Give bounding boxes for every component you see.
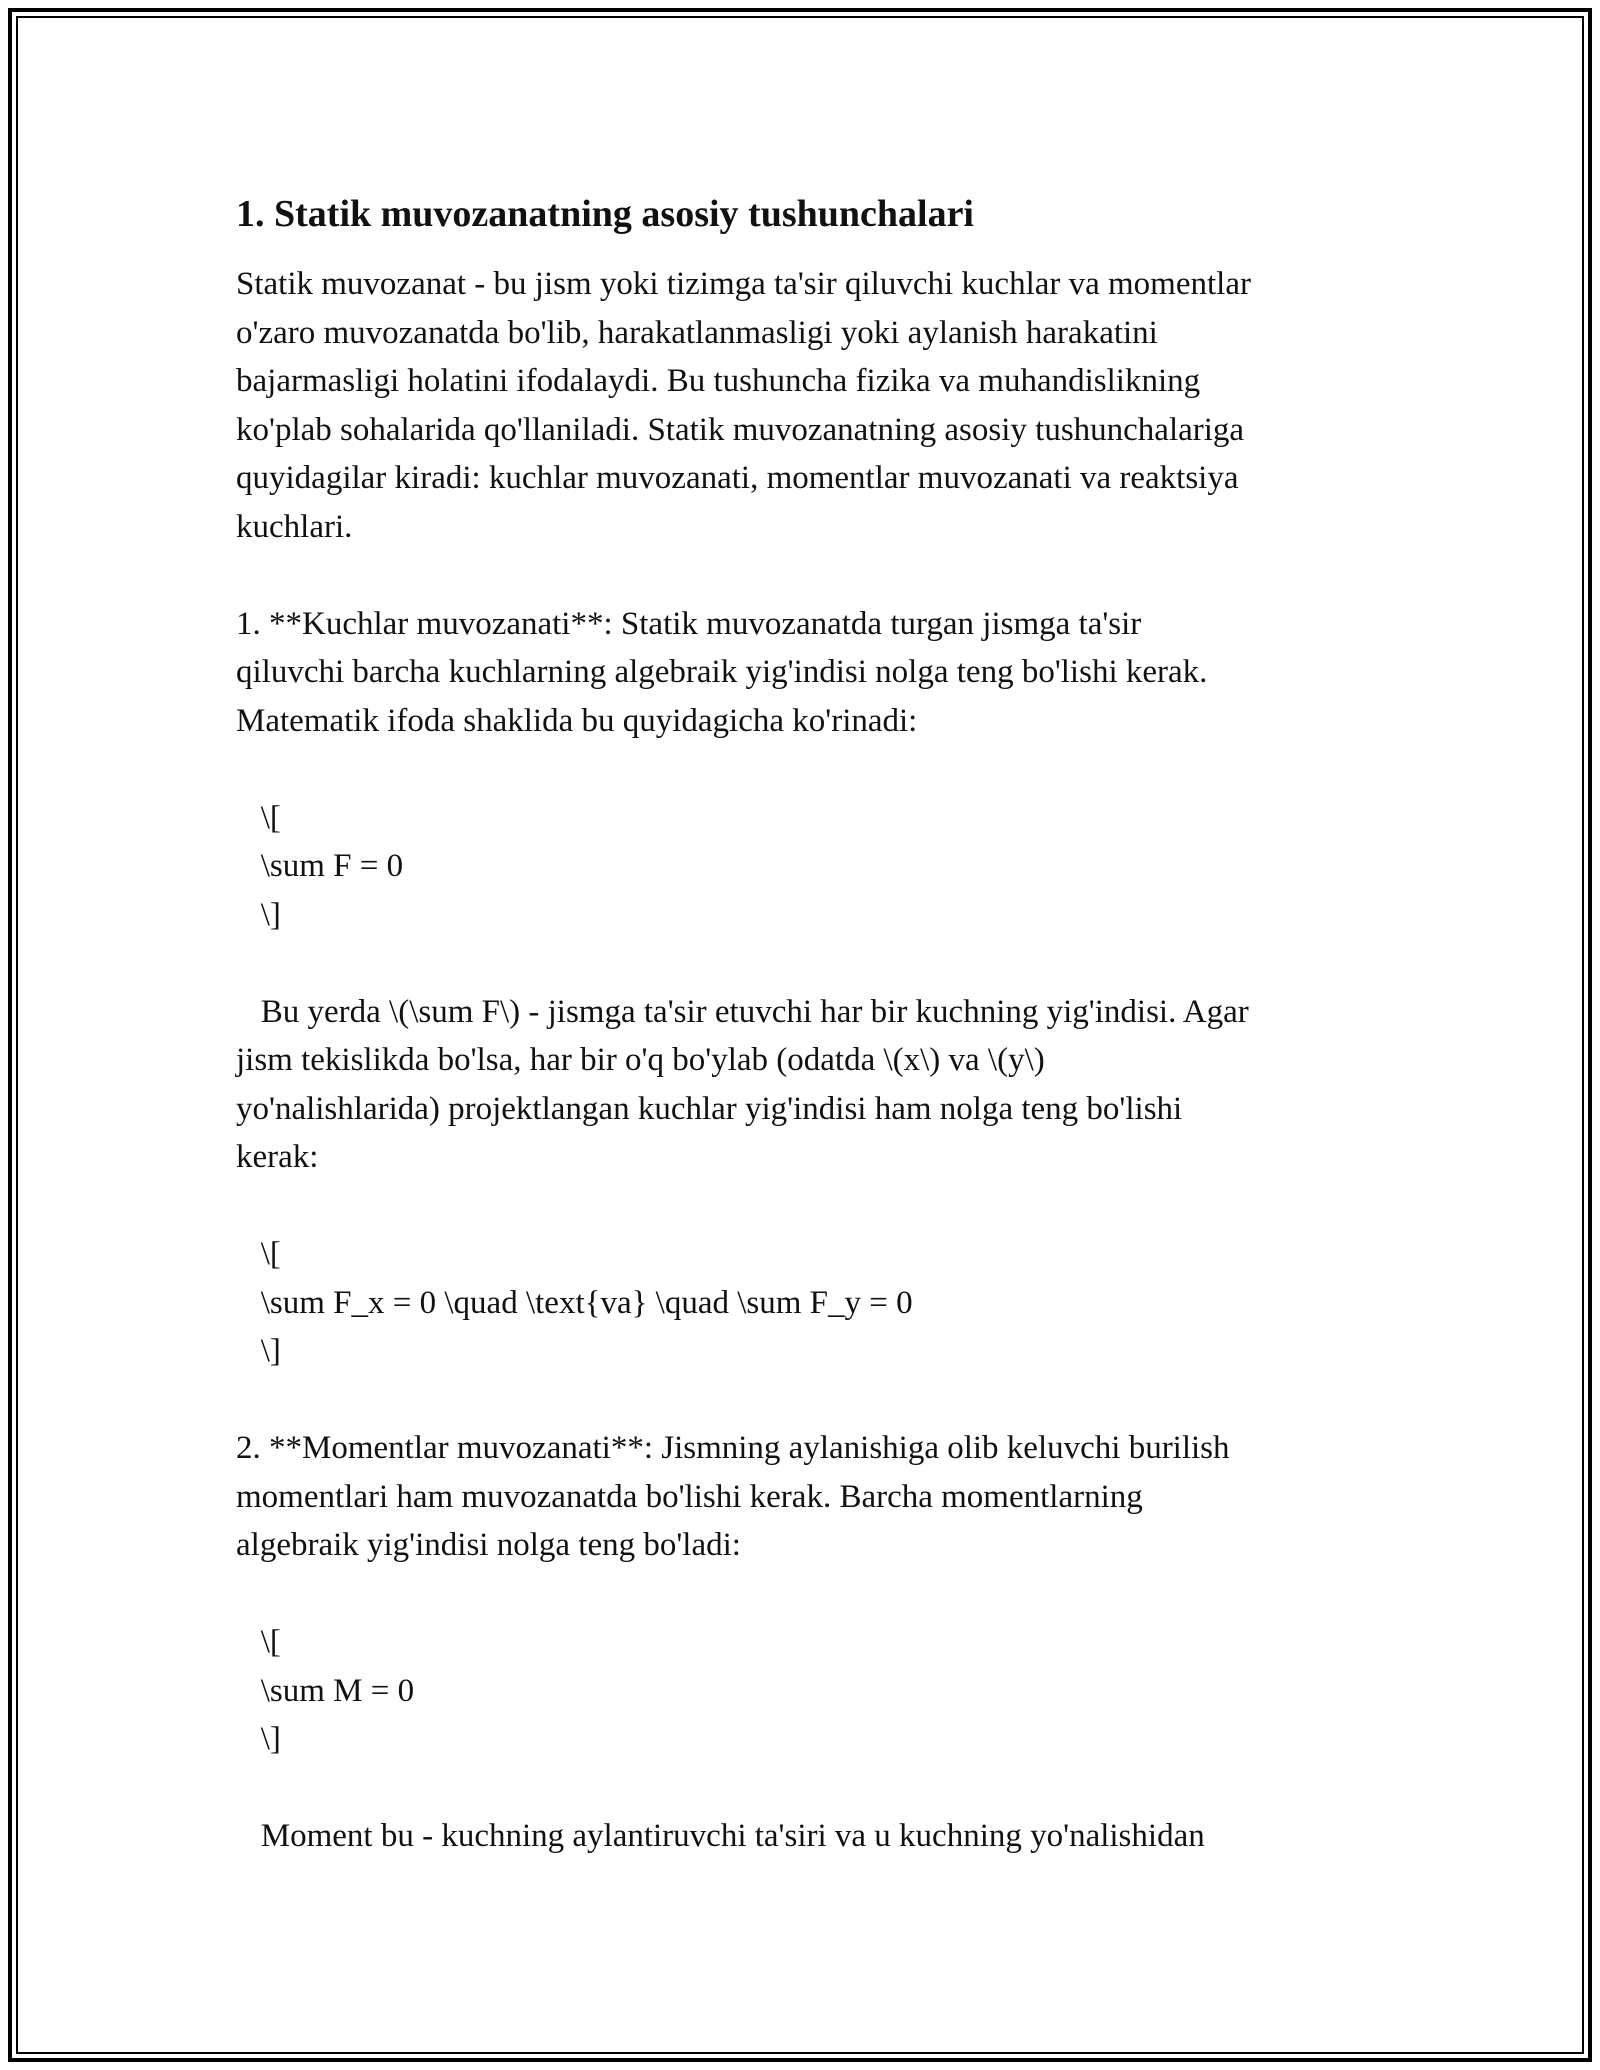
text-line: Statik muvozanat - bu jism yoki tizimga ta'sir qiluvchi kuchlar va momentlar xyxy=(236,266,1251,302)
text-line: momentlari ham muvozanatda bo'lishi kerak. Barcha momentlarning xyxy=(236,1478,1143,1515)
text-line: ko'plab sohalarida qo'llaniladi. Statik muvozanatning asosiy tushunchalariga xyxy=(236,411,1245,448)
text-line xyxy=(236,939,1386,988)
text-line: \[ xyxy=(236,1236,281,1272)
text-line: \sum M = 0 xyxy=(236,1672,415,1709)
text-line: \[ xyxy=(236,799,281,836)
text-line xyxy=(236,1764,1386,1813)
text-line: bajarmasligi holatini ifodalaydi. Bu tushuncha fizika va muhandislikning xyxy=(236,363,1201,399)
text-line: Matematik ifoda shaklida bu quyidagicha ko'rinadi: xyxy=(236,702,918,739)
text-line: o'zaro muvozanatda bo'lib, harakatlanmasligi yoki aylanish harakatini xyxy=(236,314,1158,351)
text-line xyxy=(236,745,1386,794)
text-line: kuchlari. xyxy=(236,508,353,545)
text-line xyxy=(236,1570,1386,1619)
text-line: quyidagilar kiradi: kuchlar muvozanati, momentlar muvozanati va reaktsiya xyxy=(236,460,1239,496)
text-line: \sum F = 0 xyxy=(236,848,404,884)
text-line: jism tekislikda bo'lsa, har bir o'q bo'ylab (odatda \(x\) va \(y\) xyxy=(236,1042,1045,1078)
text-line: \] xyxy=(236,1333,281,1369)
text-line: \[ xyxy=(236,1624,281,1660)
text-line: 1. **Kuchlar muvozanati**: Statik muvozanatda turgan jismga ta'sir xyxy=(236,605,1142,642)
text-line: qiluvchi barcha kuchlarning algebraik yig'indisi nolga teng bo'lishi kerak. xyxy=(236,654,1208,690)
text-line: \sum F_x = 0 \quad \text{va} \quad \sum F_y = 0 xyxy=(236,1284,913,1321)
text-line xyxy=(236,1376,1386,1425)
document-page xyxy=(236,188,1386,1861)
text-line: Moment bu - kuchning aylantiruvchi ta'siri va u kuchning yo'nalishidan xyxy=(236,1818,1205,1854)
text-line xyxy=(236,551,1386,600)
text-line: kerak: xyxy=(236,1139,319,1175)
text-line: \] xyxy=(236,896,281,933)
document-body xyxy=(236,260,1386,1861)
text-line: \] xyxy=(236,1721,281,1757)
text-line: 2. **Momentlar muvozanati**: Jismning aylanishiga olib keluvchi burilish xyxy=(236,1430,1230,1466)
text-line: algebraik yig'indisi nolga teng bo'ladi: xyxy=(236,1527,741,1563)
section-heading: 1. Statik muvozanatning asosiy tushunchalari xyxy=(236,193,974,235)
text-line xyxy=(236,1182,1386,1231)
text-line: yo'nalishlarida) projektlangan kuchlar yig'indisi ham nolga teng bo'lishi xyxy=(236,1090,1183,1127)
text-line: Bu yerda \(\sum F\) - jismga ta'sir etuvchi har bir kuchning yig'indisi. Agar xyxy=(236,993,1249,1030)
